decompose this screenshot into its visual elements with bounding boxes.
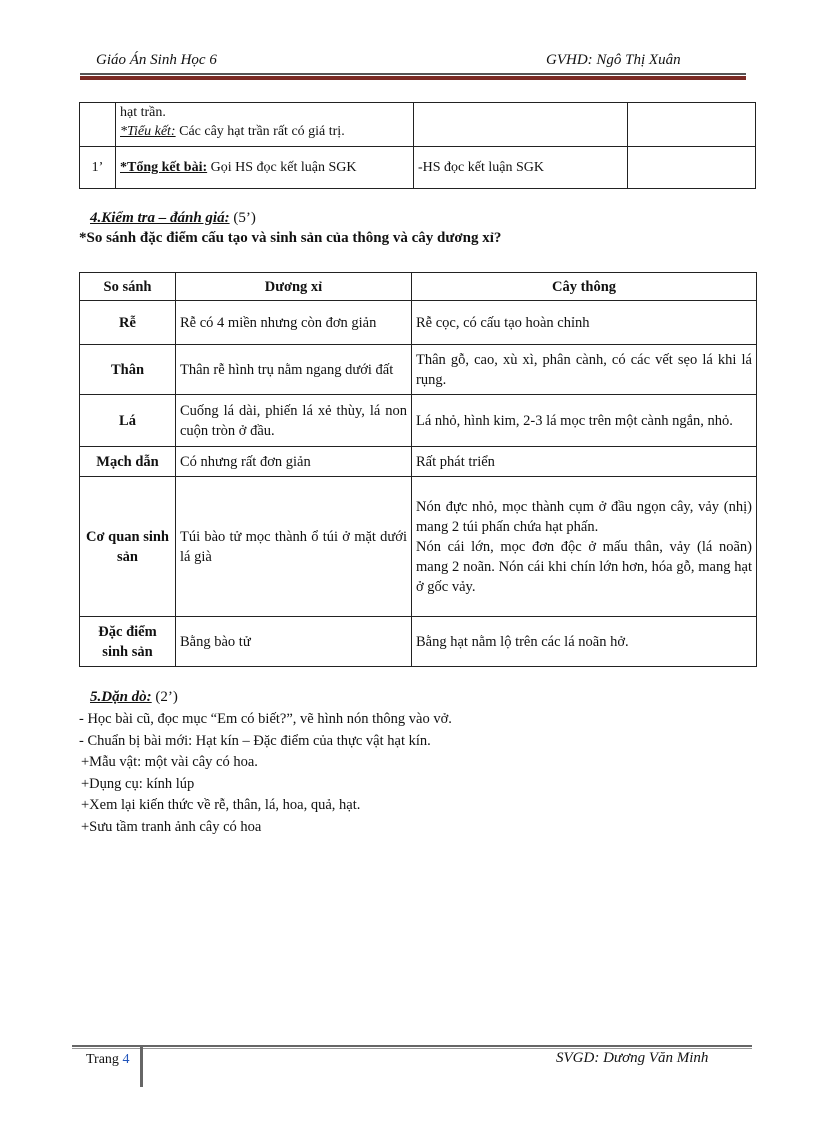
table-row [80,617,757,667]
lesson-table-continuation [79,102,756,189]
list-item: +Mẫu vật: một vài cây có hoa. [81,754,258,770]
list-item: +Dụng cụ: kính lúp [81,775,195,792]
list-item: - Chuẩn bị bài mới: Hạt kín – Đặc điểm của thực vật hạt kín. [79,732,431,749]
footer-rule [72,1045,752,1047]
pine-cell: Lá nhỏ, hình kim, 2-3 lá mọc trên một cành ngắn, nhỏ. [412,395,757,447]
list-item: - Học bài cũ, đọc mục “Em có biết?”, vẽ hình nón thông vào vở. [79,711,452,727]
section-4-title: 4.Kiểm tra – đánh giá: [90,210,230,226]
summary-text: Các cây hạt trần rất có giá trị. [175,124,345,139]
header-compare: So sánh [80,273,176,301]
pine-female-cone-text: Nón cái lớn, mọc đơn độc ở mấu thân, vảy (lá noãn) mang 2 noãn. Nón cái khi chín lớn hơn, hóa gỗ, mang hạt ở gốc vảy. [416,538,752,595]
table-row [80,395,757,447]
wrapup-label: *Tổng kết bài: [120,160,208,175]
fern-cell: Túi bào tử mọc thành ổ túi ở mặt dưới lá già [176,477,412,617]
comparison-table [79,272,757,667]
pine-cell: Rất phát triển [412,447,757,477]
student-activity-cell [414,103,628,147]
fern-cell: Cuống lá dài, phiến lá xẻ thùy, lá non cuộn tròn ở đầu. [176,395,412,447]
summary-label: *Tiểu kết: [120,124,176,139]
footer-rule-thin [72,1048,752,1049]
time-cell [80,103,116,147]
fern-cell: Thân rễ hình trụ nằm ngang dưới đất [176,345,412,395]
page-number: 4 [122,1052,130,1067]
page-label: Trang [86,1052,123,1067]
table-row [80,147,756,189]
homework-list [79,709,452,838]
footer-student-teacher: SVGD: Dương Văn Minh [556,1050,709,1066]
table-row [80,103,756,147]
notes-cell [628,147,756,189]
pine-cell: Rễ cọc, có cấu tạo hoàn chỉnh [412,301,757,345]
header-pine: Cây thông [412,273,757,301]
footer-divider [140,1047,143,1087]
section-5-title: 5.Dặn dò: [90,689,152,705]
pine-cell [412,477,757,617]
assessment-question: *So sánh đặc điểm cấu tạo và sinh sản của thông và cây dương xỉ? [79,230,502,246]
table-row [80,301,757,345]
activity-text: hạt trần. [120,105,166,120]
header-teacher: GVHD: Ngô Thị Xuân [546,52,681,68]
header-subject: Giáo Án Sinh Học 6 [96,52,217,68]
teacher-activity-cell [116,147,414,189]
student-activity-cell: -HS đọc kết luận SGK [414,147,628,189]
teacher-activity-cell [116,103,414,147]
list-item: +Xem lại kiến thức về rễ, thân, lá, hoa, quả, hạt. [81,797,361,813]
table-header-row [80,273,757,301]
row-label: Mạch dẫn [80,447,176,477]
section-5-heading [90,689,178,706]
fern-cell: Rễ có 4 miền nhưng còn đơn giản [176,301,412,345]
pine-cell: Bằng hạt nằm lộ trên các lá noãn hở. [412,617,757,667]
header-rule [80,73,746,75]
table-row [80,447,757,477]
time-cell: 1’ [80,147,116,189]
page-number-label [86,1052,129,1068]
notes-cell [628,103,756,147]
row-label: Đặc điểm sinh sản [80,617,176,667]
pine-cell: Thân gỗ, cao, xù xì, phân cành, có các vết sẹo lá khi lá rụng. [412,345,757,395]
fern-cell: Có nhưng rất đơn giản [176,447,412,477]
pine-male-cone-text: Nón đực nhỏ, mọc thành cụm ở đầu ngọn cây, vảy (nhị) mang 2 túi phấn chứa hạt phấn. [416,498,752,535]
section-5-time: (2’) [151,689,178,705]
row-label: Cơ quan sinh sản [80,477,176,617]
section-4-time: (5’) [229,210,256,226]
table-row [80,345,757,395]
wrapup-text: Gọi HS đọc kết luận SGK [207,160,357,175]
row-label: Rễ [80,301,176,345]
header-rule-thick [80,76,746,80]
header-fern: Dương xỉ [176,273,412,301]
fern-cell: Bằng bào tử [176,617,412,667]
table-row [80,477,757,617]
row-label: Lá [80,395,176,447]
list-item: +Sưu tầm tranh ảnh cây có hoa [81,818,262,835]
row-label: Thân [80,345,176,395]
section-4-heading [90,210,256,227]
